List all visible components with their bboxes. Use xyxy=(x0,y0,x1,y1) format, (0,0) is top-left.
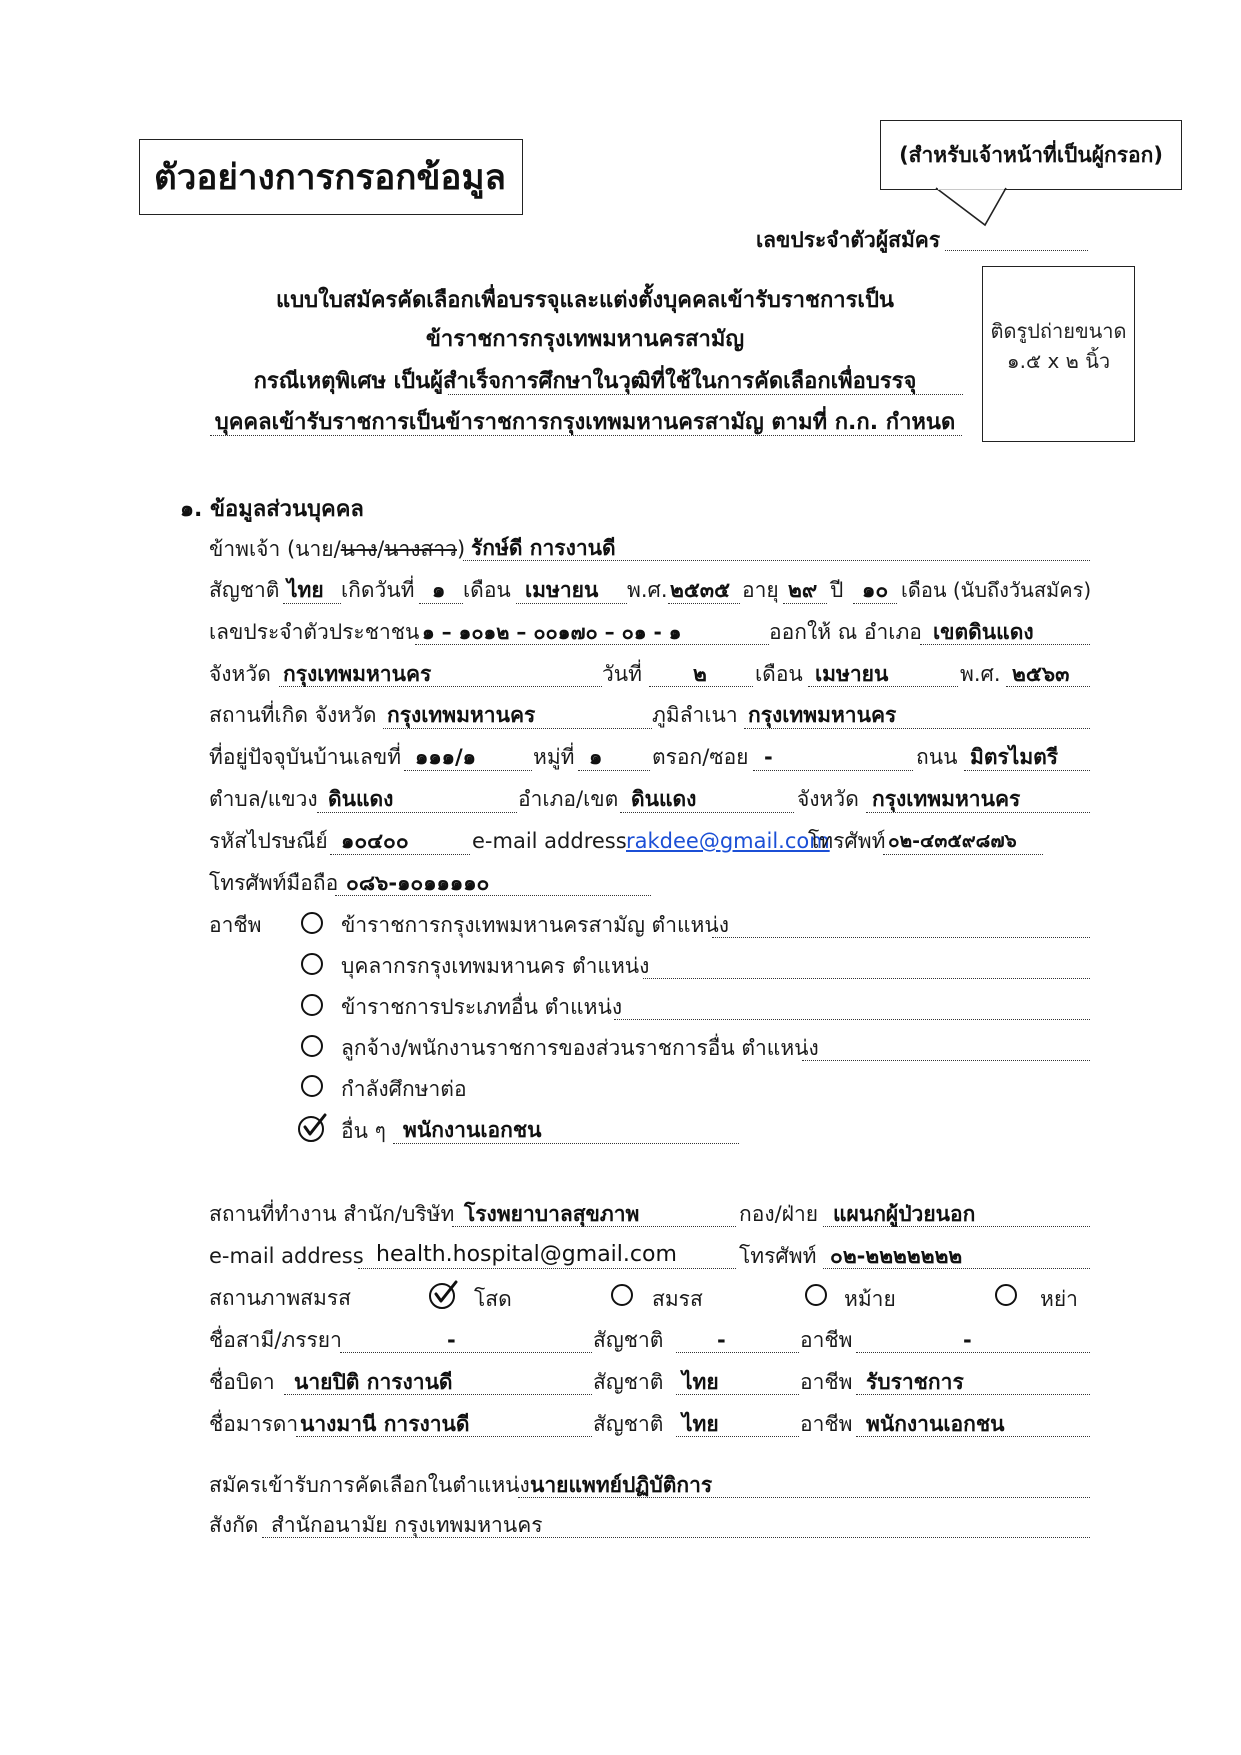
checkmark-icon xyxy=(429,1279,459,1309)
full-name-value[interactable]: รักษ์ดี การงานดี xyxy=(471,536,616,560)
mother-nationality-value[interactable]: ไทย xyxy=(682,1412,719,1436)
home-phone-value[interactable]: ๐๒-๔๓๕๙๘๗๖ xyxy=(888,830,1017,852)
issued-district-value[interactable]: เขตดินแดง xyxy=(933,620,1034,644)
photo-size-line2: ๑.๕ x ๒ นิ้ว xyxy=(1006,349,1111,373)
birth-month-value[interactable]: เมษายน xyxy=(525,578,599,602)
father-name-value[interactable]: นายปิติ การงานดี xyxy=(294,1370,453,1394)
occupation-other-civil-position-field[interactable] xyxy=(614,1019,1090,1020)
spouse-nationality-value[interactable]: - xyxy=(717,1328,726,1352)
spouse-name-value[interactable]: - xyxy=(447,1328,456,1352)
occupation-other-civil-radio[interactable] xyxy=(301,994,323,1016)
birthplace-value[interactable]: กรุงเทพมหานคร xyxy=(387,703,536,727)
personal-email-link[interactable]: rakdee@gmail.com xyxy=(626,829,830,853)
heading-line3: กรณีเหตุพิเศษ เป็นผู้สำเร็จการศึกษาในวุฒิที่ใช้ในการคัดเลือกเพื่อบรรจุ xyxy=(253,369,917,394)
section-personal-title: ๑. ข้อมูลส่วนบุคคล xyxy=(180,497,364,522)
mobile-phone-value[interactable]: ๐๘๖-๑๐๑๑๑๑๐ xyxy=(346,871,490,895)
issued-province-value[interactable]: กรุงเทพมหานคร xyxy=(283,662,432,686)
work-email-value[interactable]: health.hospital@gmail.com xyxy=(376,1242,677,1267)
moo-value[interactable]: ๑ xyxy=(589,745,603,769)
nationality-value[interactable]: ไทย xyxy=(287,578,324,602)
address-province-value[interactable]: กรุงเทพมหานคร xyxy=(872,787,1021,811)
applicant-id-field[interactable] xyxy=(945,250,1088,251)
applicant-id-label: เลขประจำตัวผู้สมัคร xyxy=(756,228,941,252)
occupation-other-radio-checked[interactable] xyxy=(298,1116,324,1142)
birth-day-value[interactable]: ๑ xyxy=(432,578,446,602)
marital-single-radio-checked[interactable] xyxy=(429,1283,455,1309)
photo-placeholder xyxy=(982,266,1135,442)
occupation-studying-radio[interactable] xyxy=(301,1075,323,1097)
applied-position-value[interactable]: นายแพทย์ปฏิบัติการ xyxy=(530,1473,713,1497)
issued-month-value[interactable]: เมษายน xyxy=(815,662,889,686)
birth-year-value[interactable]: ๒๕๓๕ xyxy=(670,578,730,602)
marital-widowed-radio[interactable] xyxy=(805,1284,827,1306)
example-title: ตัวอย่างการกรอกข้อมูล xyxy=(154,158,506,198)
title-miss-struck: นางสาว xyxy=(384,537,457,561)
mother-occupation-value[interactable]: พนักงานเอกชน xyxy=(866,1412,1005,1436)
heading-line4: บุคคลเข้ารับราชการเป็นข้าราชการกรุงเทพมหานครสามัญ ตามที่ ก.ก. กำหนด xyxy=(214,410,956,435)
occupation-bma-position-field[interactable] xyxy=(712,937,1090,938)
mother-name-value[interactable]: นางมานี การงานดี xyxy=(300,1412,470,1436)
house-number-value[interactable]: ๑๑๑/๑ xyxy=(415,745,476,769)
district-value[interactable]: ดินแดง xyxy=(631,787,697,811)
officer-note-text: (สำหรับเจ้าหน้าที่เป็นผู้กรอก) xyxy=(899,143,1163,167)
occupation-bma-radio[interactable] xyxy=(301,912,323,934)
occupation-label: อาชีพ xyxy=(209,913,262,937)
citizen-id-value[interactable]: ๑ – ๑๐๑๒ – ๐๐๑๗๐ – ๐๑ - ๑ xyxy=(422,620,682,644)
heading-line1: แบบใบสมัครคัดเลือกเพื่อบรรจุและแต่งตั้งบุคคลเข้ารับราชการเป็น xyxy=(276,288,894,313)
title-mrs-struck: นาง xyxy=(340,537,378,561)
domicile-value[interactable]: กรุงเทพมหานคร xyxy=(748,703,897,727)
work-phone-value[interactable]: ๐๒-๒๒๒๒๒๒๒ xyxy=(830,1244,963,1268)
occupation-other-value[interactable]: พนักงานเอกชน xyxy=(403,1118,542,1142)
occupation-bma-staff-radio[interactable] xyxy=(301,953,323,975)
soi-value[interactable]: - xyxy=(764,745,773,769)
photo-size-line1: ติดรูปถ่ายขนาด xyxy=(990,319,1127,343)
marital-married-radio[interactable] xyxy=(611,1284,633,1306)
spouse-occupation-value[interactable]: - xyxy=(963,1328,972,1352)
issued-day-value[interactable]: ๒ xyxy=(693,662,707,686)
occupation-employee-position-field[interactable] xyxy=(802,1060,1090,1061)
marital-divorced-radio[interactable] xyxy=(995,1284,1017,1306)
postcode-value[interactable]: ๑๐๔๐๐ xyxy=(341,829,409,853)
workplace-value[interactable]: โรงพยาบาลสุขภาพ xyxy=(464,1202,640,1226)
name-row: ข้าพเจ้า (นาย/นาง/นางสาว) xyxy=(209,537,466,561)
age-months-value[interactable]: ๑๐ xyxy=(862,578,889,602)
division-value[interactable]: แผนกผู้ป่วยนอก xyxy=(833,1202,976,1226)
issued-year-value[interactable]: ๒๕๖๓ xyxy=(1012,662,1070,686)
checkmark-icon xyxy=(298,1112,328,1142)
heading-line2: ข้าราชการกรุงเทพมหานครสามัญ xyxy=(425,327,745,352)
age-years-value[interactable]: ๒๙ xyxy=(788,578,818,602)
occupation-bma-staff-position-field[interactable] xyxy=(643,978,1090,979)
father-nationality-value[interactable]: ไทย xyxy=(682,1370,719,1394)
occupation-employee-radio[interactable] xyxy=(301,1035,323,1057)
subdistrict-value[interactable]: ดินแดง xyxy=(328,787,394,811)
road-value[interactable]: มิตรไมตรี xyxy=(970,745,1059,769)
marital-label: สถานภาพสมรส xyxy=(209,1286,351,1310)
father-occupation-value[interactable]: รับราชการ xyxy=(866,1370,964,1394)
affiliation-value[interactable]: สำนักอนามัย กรุงเทพมหานคร xyxy=(271,1513,543,1537)
